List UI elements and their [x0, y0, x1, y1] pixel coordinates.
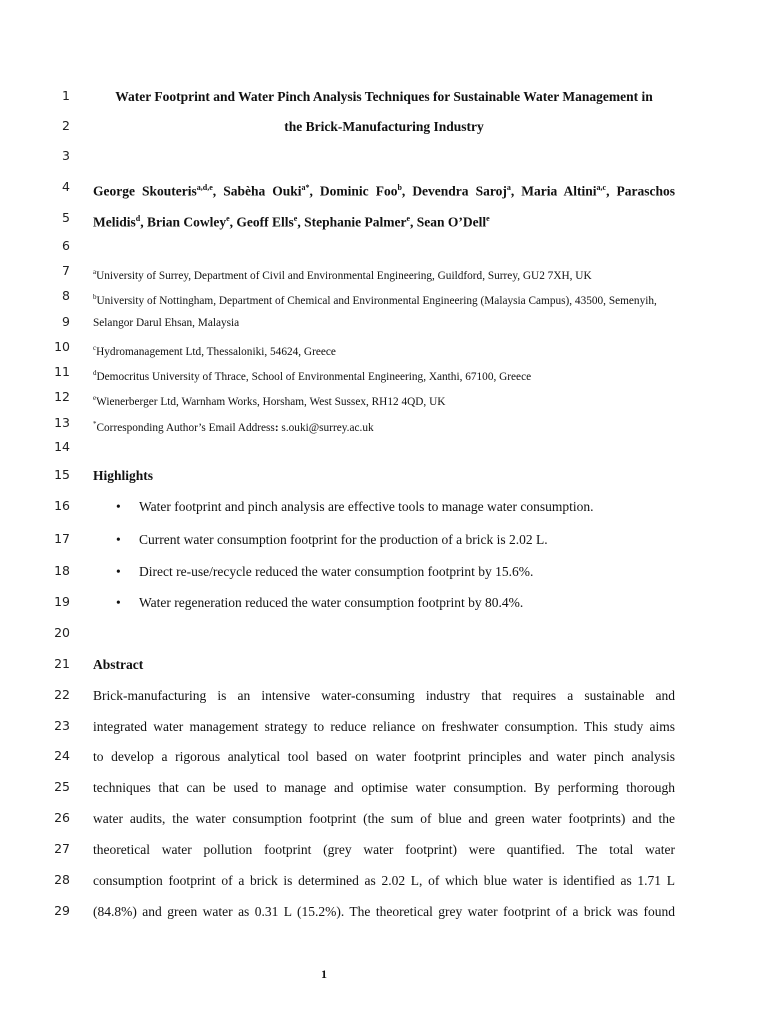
author-name: Devendra Saroj [412, 183, 507, 199]
author-affiliation-mark: b [397, 183, 402, 192]
bullet-icon: • [116, 595, 121, 610]
author-name: Sabèha Ouki [223, 183, 302, 199]
line-number: 26 [54, 810, 70, 825]
paper-title-line-2: the Brick-Manufacturing Industry [284, 119, 484, 134]
line-number: 28 [54, 872, 70, 887]
author-name: Dominic Foo [319, 183, 398, 199]
highlight-item [116, 498, 676, 515]
line-number: 17 [54, 531, 70, 546]
abstract-line: (84.8%) and green water as 0.31 L (15.2%). The theoretical grey water footprint of a brick was found [93, 904, 675, 919]
author-name: Melidis [93, 214, 136, 230]
corresponding-label: Corresponding Author’s Email Address [96, 421, 275, 434]
highlight-item [116, 531, 676, 548]
author-name: Brian Cowley [146, 214, 227, 230]
line-number: 13 [54, 415, 70, 430]
separator: , [606, 183, 617, 199]
line-number: 21 [54, 656, 70, 671]
author-list-line-2 [93, 210, 675, 231]
line-number: 8 [62, 288, 70, 303]
separator: , [140, 214, 147, 230]
line-number: 1 [62, 88, 70, 103]
highlight-text: Current water consumption footprint for the production of a brick is 2.02 L. [139, 532, 548, 547]
separator: , [297, 214, 305, 230]
line-number: 7 [62, 263, 70, 278]
line-number: 10 [54, 339, 70, 354]
paper-title-line-1: Water Footprint and Water Pinch Analysis Techniques for Sustainable Water Management in [115, 89, 653, 104]
affiliation-mark: b [93, 293, 97, 301]
corresponding-author [93, 416, 675, 436]
line-number: 22 [54, 687, 70, 702]
line-number: 25 [54, 779, 70, 794]
highlight-text: Water footprint and pinch analysis are effective tools to manage water consumption. [139, 499, 594, 514]
bullet-icon: • [116, 499, 121, 514]
affiliation-b [93, 289, 675, 309]
line-number: 9 [62, 314, 70, 329]
line-number: 15 [54, 467, 70, 482]
affiliation-text: Democritus University of Thrace, School of Environmental Engineering, Xanthi, 67100, Greece [96, 370, 532, 383]
abstract-line: consumption footprint of a brick is determined as 2.02 L, of which blue water is identified as 1.71 L [93, 873, 675, 888]
affiliation-b-continued: Selangor Darul Ehsan, Malaysia [93, 317, 240, 329]
affiliation-a [93, 264, 675, 284]
author-name: Stephanie Palmer [304, 214, 407, 230]
line-number: 2 [62, 118, 70, 133]
line-number: 4 [62, 179, 70, 194]
affiliation-d [93, 365, 675, 385]
line-number: 14 [54, 439, 70, 454]
highlights-heading: Highlights [93, 468, 154, 483]
abstract-line: techniques that can be used to manage and optimise water consumption. By performing thorough [93, 780, 675, 795]
author-affiliation-mark: e [406, 214, 411, 223]
affiliation-mark: d [93, 369, 97, 377]
bullet-icon: • [116, 532, 121, 547]
line-number: 19 [54, 594, 70, 609]
line-number: 27 [54, 841, 70, 856]
affiliation-text: University of Nottingham, Department of Chemical and Environmental Engineering (Malaysia Campus), 43500, Semenyih, [96, 294, 657, 307]
author-affiliation-mark: a,c [596, 183, 607, 192]
separator: , [410, 214, 417, 230]
affiliation-text: Wienerberger Ltd, Warnham Works, Horsham, West Sussex, RH12 4QD, UK [96, 395, 446, 408]
separator: , [212, 183, 224, 199]
bullet-icon: • [116, 564, 121, 579]
author-name: Geoff Ells [236, 214, 294, 230]
author-affiliation-mark: a,d,e [196, 183, 213, 192]
line-number: 12 [54, 389, 70, 404]
corresponding-colon: : [274, 421, 279, 434]
affiliation-text: Hydromanagement Ltd, Thessaloniki, 54624, Greece [96, 345, 336, 358]
abstract-line: to develop a rigorous analytical tool based on water footprint principles and water pinch analysis [93, 749, 675, 764]
author-affiliation-mark: a* [301, 183, 310, 192]
line-number: 20 [54, 625, 70, 640]
highlight-item [116, 563, 676, 580]
affiliation-c [93, 340, 675, 360]
abstract-line: integrated water management strategy to reduce reliance on freshwater consumption. This study aims [93, 719, 675, 734]
abstract-line: water audits, the water consumption footprint (the sum of blue and green water footprints) and the [93, 811, 675, 826]
affiliation-mark: c [93, 344, 97, 352]
separator: , [510, 183, 522, 199]
separator: , [309, 183, 320, 199]
author-list-line-1 [93, 179, 675, 200]
affiliation-mark: a [93, 268, 97, 276]
author-affiliation-mark: e [293, 214, 298, 223]
abstract-line: Brick-manufacturing is an intensive water-consuming industry that requires a sustainable and [93, 688, 675, 703]
author-name: George Skouteris [93, 183, 197, 199]
line-number: 16 [54, 498, 70, 513]
line-number: 11 [54, 364, 70, 379]
line-number: 5 [62, 210, 70, 225]
abstract-heading: Abstract [93, 657, 144, 672]
line-number: 6 [62, 238, 70, 253]
affiliation-text: University of Surrey, Department of Civil and Environmental Engineering, Guildford, Surrey, GU2 7XH, UK [96, 269, 592, 282]
author-affiliation-mark: e [486, 214, 490, 223]
affiliation-mark: * [93, 420, 97, 428]
affiliation-mark: e [93, 394, 97, 402]
line-number: 18 [54, 563, 70, 578]
line-number: 23 [54, 718, 70, 733]
author-name: Paraschos [616, 183, 675, 199]
highlight-item [116, 594, 676, 611]
author-name: Maria Altini [521, 183, 597, 199]
abstract-line: theoretical water pollution footprint (grey water footprint) were quantified. The total water [93, 842, 675, 857]
line-number: 3 [62, 148, 70, 163]
page-number: 1 [321, 967, 327, 981]
highlight-text: Water regeneration reduced the water consumption footprint by 80.4%. [139, 595, 524, 610]
author-name: Sean O’Dell [416, 214, 487, 230]
highlight-text: Direct re-use/recycle reduced the water consumption footprint by 15.6%. [139, 564, 534, 579]
author-affiliation-mark: a [506, 183, 511, 192]
author-affiliation-mark: d [135, 214, 141, 223]
line-number: 29 [54, 903, 70, 918]
affiliation-e [93, 390, 675, 410]
separator: , [401, 183, 413, 199]
separator: , [229, 214, 237, 230]
line-number: 24 [54, 748, 70, 763]
author-affiliation-mark: e [226, 214, 230, 223]
corresponding-email: s.ouki@surrey.ac.uk [278, 421, 374, 434]
